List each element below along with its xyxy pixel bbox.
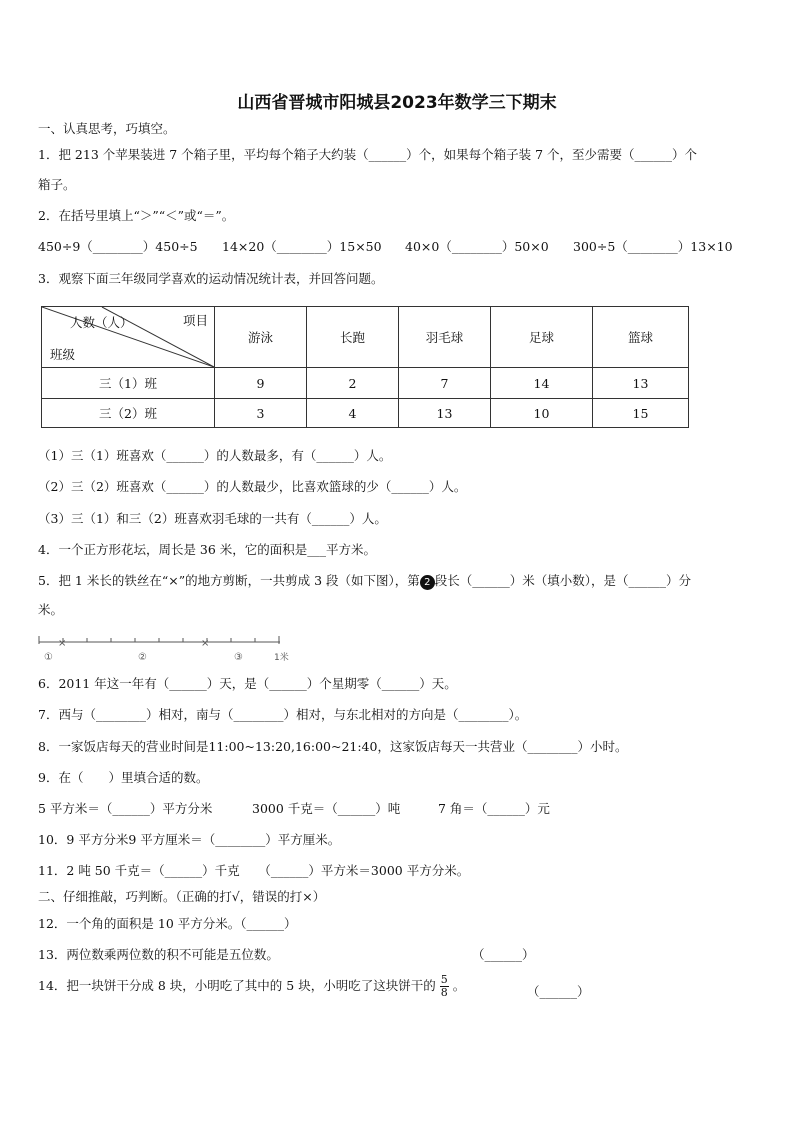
table-cell: 7: [399, 368, 491, 399]
question-3-2: （2）三（2）班喜欢（______）的人数最少，比喜欢篮球的少（______）人。: [38, 479, 467, 494]
header-class-label: 班级: [50, 347, 76, 362]
header-item-label: 项目: [182, 313, 208, 328]
question-5-text-pre: 5．把 1 米长的铁丝在“×”的地方剪断，一共剪成 3 段（如下图），第: [38, 573, 420, 588]
table-cell: 14: [491, 368, 593, 399]
question-5-line-2: 米。: [38, 602, 64, 617]
segment-label: ③: [234, 652, 243, 663]
question-9-item-3: 7 角＝（______）元: [438, 801, 550, 816]
question-2: 2．在括号里填上“＞”“＜”或“＝”。: [38, 208, 235, 223]
table-cell: 9: [215, 368, 307, 399]
question-14: [38, 972, 465, 1000]
column-header: 游泳: [215, 307, 307, 368]
table-row: [42, 368, 689, 399]
fraction-five-eighths: [440, 974, 449, 999]
question-1-line-1: 1．把 213 个苹果装进 7 个箱子里，平均每个箱子大约装（______）个，如果每个箱子装 7 个，至少需要（______）个: [38, 147, 698, 162]
page-title: 山西省晋城市阳城县2023年数学三下期末: [237, 93, 557, 113]
segment-label: ①: [44, 652, 53, 663]
question-1-line-2: 箱子。: [38, 177, 76, 192]
row-label: 三（2）班: [42, 399, 215, 428]
question-3-3: （3）三（1）和三（2）班喜欢羽毛球的一共有（______）人。: [38, 511, 387, 526]
question-11: 11．2 吨 50 千克＝（______）千克 （______）平方米＝3000 平方分米。: [38, 863, 470, 878]
question-2-item-1: 450÷9（________）450÷5: [38, 239, 198, 254]
question-2-item-3: 40×0（________）50×0: [405, 239, 549, 254]
column-header: 篮球: [593, 307, 689, 368]
question-2-item-4: 300÷5（________）13×10: [573, 239, 733, 254]
question-6: 6．2011 年这一年有（______）天，是（______）个星期零（______）天。: [38, 676, 457, 691]
question-9: 9．在（ ）里填合适的数。: [38, 770, 209, 785]
segment-label: ②: [138, 652, 147, 663]
table-row: [42, 399, 689, 428]
question-13: 13．两位数乘两位数的积不可能是五位数。: [38, 947, 279, 962]
table-cell: 13: [593, 368, 689, 399]
question-3: 3．观察下面三年级同学喜欢的运动情况统计表，并回答问题。: [38, 271, 384, 286]
circled-number-2: 2: [420, 575, 435, 590]
question-14-blank: （______）: [527, 984, 590, 999]
ruler-end-label: 1米: [274, 653, 289, 663]
column-header: 羽毛球: [399, 307, 491, 368]
question-9-item-1: 5 平方米＝（______）平方分米: [38, 801, 213, 816]
header-count-label: 人数（人）: [70, 315, 133, 330]
section-1-heading: 一、认真思考，巧填空。: [38, 121, 176, 136]
table-cell: 4: [307, 399, 399, 428]
table-cell: 13: [399, 399, 491, 428]
question-8: 8．一家饭店每天的营业时间是11:00~13:20,16:00~21:40，这家饭店每天一共营业（________）小时。: [38, 739, 628, 754]
question-7: 7．西与（________）相对，南与（________）相对，与东北相对的方向是（________）。: [38, 707, 528, 722]
cut-mark: ×: [58, 638, 67, 649]
question-14-end: 。: [452, 978, 466, 993]
question-14-text: 14．把一块饼干分成 8 块，小明吃了其中的 5 块，小明吃了这块饼干的: [38, 978, 436, 993]
fraction-numerator: 5: [440, 973, 448, 986]
question-12: 12．一个角的面积是 10 平方分米。（______）: [38, 916, 297, 931]
question-10: 10．9 平方分米9 平方厘米＝（________）平方厘米。: [38, 832, 341, 847]
question-13-blank: （______）: [472, 947, 535, 962]
question-3-1: （1）三（1）班喜欢（______）的人数最多，有（______）人。: [38, 448, 392, 463]
wire-ruler-diagram: [38, 632, 298, 666]
table-cell: 3: [215, 399, 307, 428]
section-2-heading: 二、仔细推敲，巧判断。（正确的打√，错误的打×）: [38, 889, 326, 904]
cut-mark: ×: [201, 638, 210, 649]
question-5-line-1: [38, 573, 691, 590]
table-header-row: [42, 307, 689, 368]
column-header: 长跑: [307, 307, 399, 368]
ruler-ticks: [39, 636, 279, 644]
table-cell: 10: [491, 399, 593, 428]
sports-stats-table: [41, 306, 689, 428]
fraction-denominator: 8: [440, 986, 448, 999]
question-4: 4．一个正方形花坛，周长是 36 米，它的面积是___平方米。: [38, 542, 377, 557]
table-diagonal-header: [42, 307, 215, 368]
question-2-item-2: 14×20（________）15×50: [222, 239, 382, 254]
table-cell: 15: [593, 399, 689, 428]
question-5-text-post: 段长（______）米（填小数），是（______）分: [434, 573, 692, 588]
table-cell: 2: [307, 368, 399, 399]
question-9-item-2: 3000 千克＝（______）吨: [252, 801, 401, 816]
column-header: 足球: [491, 307, 593, 368]
row-label: 三（1）班: [42, 368, 215, 399]
